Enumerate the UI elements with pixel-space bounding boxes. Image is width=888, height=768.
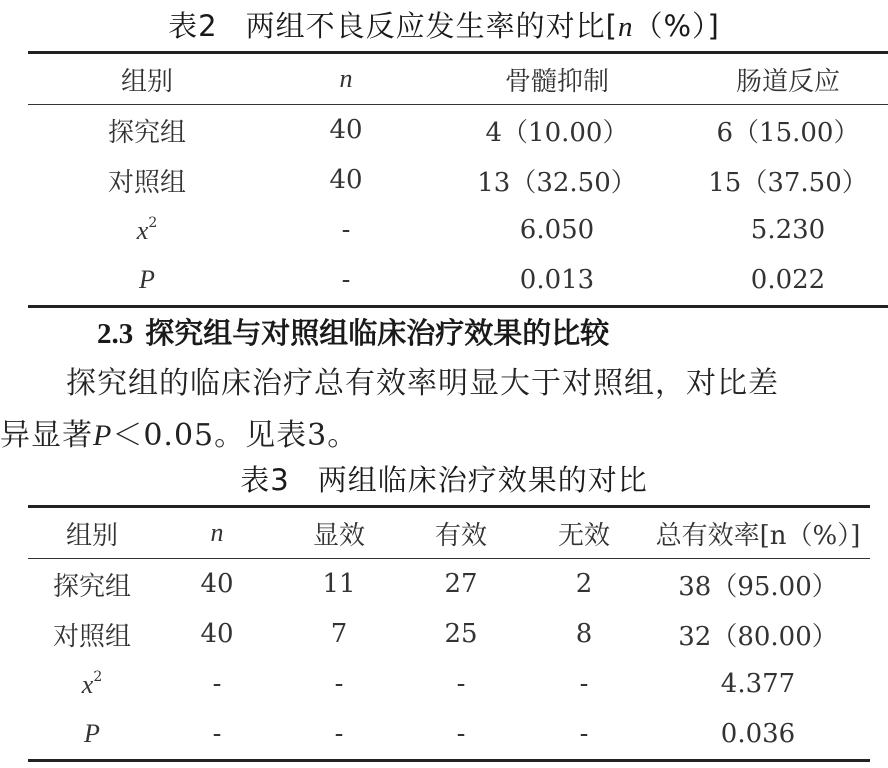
table-cell: 8 <box>575 619 593 649</box>
table-cell: 6.050 <box>519 215 595 245</box>
body-paragraph <box>0 358 888 462</box>
table-cell: $x^2$ <box>136 214 158 245</box>
paragraph-line-1: 探究组的临床治疗总有效率明显大于对照组，对比差 <box>66 366 779 401</box>
table-cell: 13（32.50） <box>477 167 637 198</box>
paragraph-p-symbol: P <box>93 419 113 452</box>
table-cell: 4.377 <box>720 669 796 699</box>
table-cell: 对照组 <box>52 621 131 652</box>
table-cell: $x^2$ <box>81 668 103 699</box>
table-cell: 32（80.00） <box>678 621 838 652</box>
table3-header-cell: 显效 <box>278 507 400 559</box>
table-cell: 0.013 <box>519 265 595 295</box>
table-cell: - <box>334 669 344 699</box>
table2-caption-title: 两组不良反应发生率的对比[ <box>245 9 618 43</box>
paragraph-line-2-pre: 异显著 <box>0 418 93 453</box>
table3-header-cell: 有效 <box>400 507 522 559</box>
table3-header-cell: 组别 <box>28 507 156 559</box>
table-cell: 40 <box>200 569 234 599</box>
table2-caption-number: 表2 <box>168 9 218 43</box>
table-row <box>28 255 888 307</box>
table2-caption-tail: （%）] <box>633 9 720 43</box>
table-cell: 15（37.50） <box>708 167 868 198</box>
table-cell: - <box>579 669 589 699</box>
paragraph-line-2-post: ＜0.05。见表3。 <box>112 418 359 453</box>
table3-header-cell: 总有效率[n（%）] <box>646 507 870 559</box>
table-cell: 38（95.00） <box>678 571 838 602</box>
table-cell: P <box>139 265 155 294</box>
table-row <box>28 609 870 659</box>
table-row <box>28 155 888 205</box>
table-cell: 探究组 <box>107 117 186 148</box>
table-cell: P <box>84 719 100 748</box>
table-cell: 40 <box>200 619 234 649</box>
table-cell: 0.036 <box>720 719 796 749</box>
table-cell: 探究组 <box>52 571 131 602</box>
section-title: 探究组与对照组临床治疗效果的比较 <box>145 316 610 350</box>
table2-header-cell: 骨髓抑制 <box>426 53 688 105</box>
table3-header-cell: 无效 <box>522 507 646 559</box>
table-row <box>28 709 870 761</box>
table-cell: - <box>579 719 589 749</box>
table3-header-row <box>28 507 870 559</box>
table-cell: 25 <box>444 619 478 649</box>
table3-caption-number: 表3 <box>240 463 290 497</box>
table-cell: 对照组 <box>107 167 186 198</box>
section-heading <box>97 311 609 352</box>
table2-header-cell: 肠道反应 <box>688 53 888 105</box>
table3-header-cell: n <box>156 507 278 559</box>
table-cell: - <box>341 215 351 245</box>
table-cell: - <box>212 669 222 699</box>
table-cell: 11 <box>322 569 356 599</box>
table2 <box>28 51 888 308</box>
table-cell: - <box>456 669 466 699</box>
table2-header-cell: n <box>266 53 426 105</box>
table-row <box>28 105 888 156</box>
table-row <box>28 559 870 610</box>
table-cell: 2 <box>575 569 593 599</box>
table-cell: 5.230 <box>750 215 826 245</box>
table-cell: 27 <box>444 569 478 599</box>
table-cell: 7 <box>330 619 348 649</box>
table-cell: 40 <box>329 115 363 145</box>
table3-caption <box>0 458 888 499</box>
table-cell: - <box>334 719 344 749</box>
table2-caption <box>0 4 888 45</box>
table-row <box>28 659 870 709</box>
table-cell: 6（15.00） <box>716 117 860 148</box>
table2-caption-n: n <box>617 11 634 43</box>
table-cell: - <box>341 265 351 295</box>
table-cell: - <box>212 719 222 749</box>
table3-caption-title: 两组临床治疗效果的对比 <box>317 463 648 497</box>
table-row <box>28 205 888 255</box>
table-cell: 4（10.00） <box>485 117 629 148</box>
table-cell: - <box>456 719 466 749</box>
table2-header-cell: 组别 <box>28 53 266 105</box>
section-number: 2.3 <box>97 318 134 350</box>
table-cell: 40 <box>329 165 363 195</box>
table3 <box>28 505 870 762</box>
table2-header-row <box>28 53 888 105</box>
table-cell: 0.022 <box>750 265 826 295</box>
